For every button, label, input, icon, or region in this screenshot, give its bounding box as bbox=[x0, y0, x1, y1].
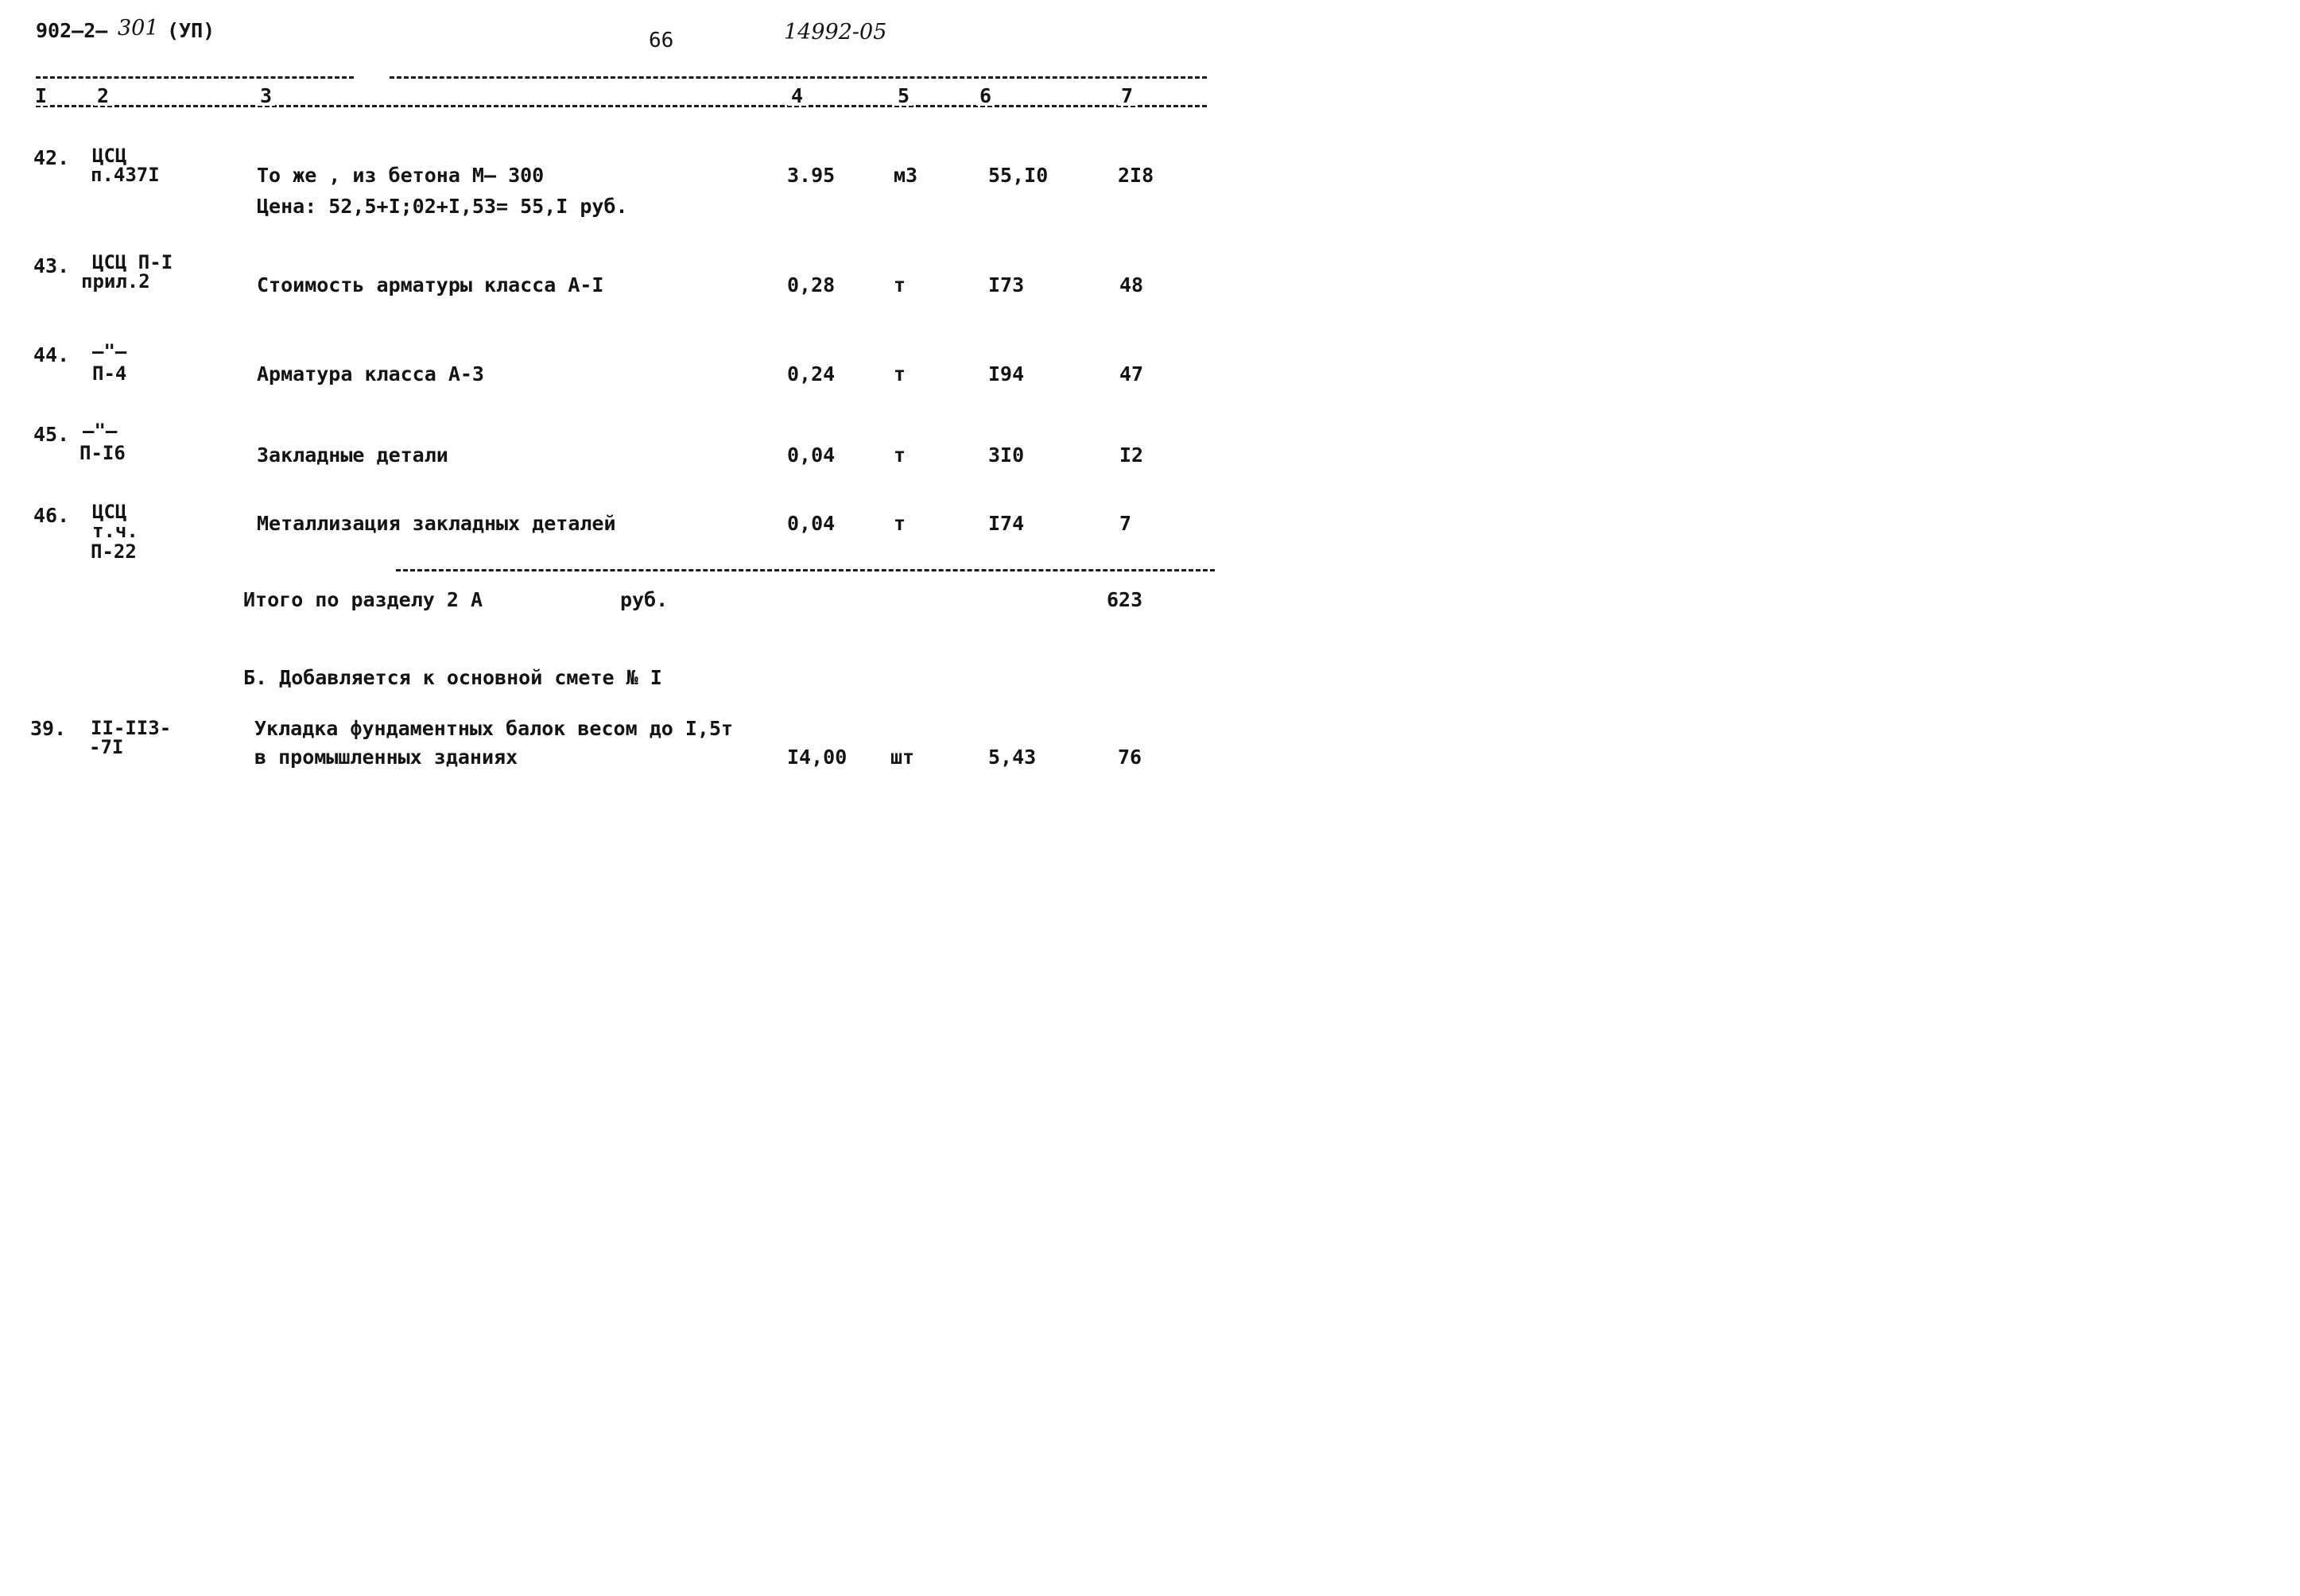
header-rule-top-right bbox=[390, 76, 1207, 79]
row-unit: т bbox=[894, 362, 906, 385]
column-header-4: 4 bbox=[788, 86, 806, 106]
row-total: 7 bbox=[1119, 512, 1132, 535]
row-unit-price: 55,I0 bbox=[988, 164, 1049, 187]
column-header-6: 6 bbox=[976, 86, 995, 106]
row-code-line: П-22 bbox=[91, 540, 137, 563]
row-quantity: 0,28 bbox=[787, 273, 836, 296]
subtotal-label: Итого по разделу 2 А bbox=[243, 588, 483, 611]
row-code-line: –"– bbox=[92, 340, 127, 362]
doc-code: 902–2– bbox=[36, 19, 108, 42]
row-quantity: I4,00 bbox=[787, 746, 847, 769]
column-header-2: 2 bbox=[94, 86, 112, 106]
row-code-line: ЦСЦ bbox=[92, 501, 127, 523]
row-unit-price: 3I0 bbox=[988, 444, 1025, 467]
doc-volume: (УП) bbox=[167, 19, 215, 42]
column-header-3: 3 bbox=[257, 86, 275, 106]
row-number: 45. bbox=[33, 423, 70, 446]
row-description-line: Металлизация закладных деталей bbox=[257, 512, 616, 535]
row-description-line: Цена: 52,5+I;02+I,53= 55,I руб. bbox=[257, 195, 628, 218]
row-description-line: То же , из бетона М– 300 bbox=[257, 164, 545, 187]
row-code-line: прил.2 bbox=[81, 270, 150, 292]
archive-number-handwritten: 14992-05 bbox=[784, 20, 887, 45]
row-unit: т bbox=[894, 444, 906, 467]
row-description-line: Арматура класса А-3 bbox=[257, 362, 484, 385]
subtotal-unit: руб. bbox=[620, 588, 669, 611]
subtotal-rule bbox=[396, 569, 1215, 571]
row-code-line: П-4 bbox=[92, 362, 127, 385]
row-description-line: Укладка фундаментных балок весом до I,5т bbox=[254, 717, 734, 740]
row-unit: т bbox=[894, 273, 906, 296]
row-quantity: 0,04 bbox=[787, 512, 836, 535]
column-header-5: 5 bbox=[894, 86, 913, 106]
column-header-1: I bbox=[35, 86, 50, 106]
row-number: 39. bbox=[30, 717, 67, 740]
row-unit-price: I73 bbox=[988, 273, 1025, 296]
row-quantity: 3.95 bbox=[787, 164, 836, 187]
row-unit-price: I74 bbox=[988, 512, 1025, 535]
row-description-line: Стоимость арматуры класса А-I bbox=[257, 273, 604, 296]
header-rule-top-left bbox=[36, 76, 354, 79]
row-code-line: ЦСЦ П-I bbox=[92, 251, 173, 273]
row-number: 44. bbox=[33, 343, 70, 366]
row-total: I2 bbox=[1119, 444, 1144, 467]
row-unit: шт bbox=[890, 746, 915, 769]
document-page bbox=[0, 0, 1239, 859]
row-code-line: П-I6 bbox=[80, 442, 126, 464]
row-code-line: ЦСЦ bbox=[92, 145, 127, 167]
row-description-line: Закладные детали bbox=[257, 444, 448, 467]
doc-number-handwritten: 301 bbox=[118, 16, 159, 41]
row-unit: т bbox=[894, 512, 906, 535]
row-code-line: II-II3- bbox=[91, 717, 172, 739]
row-number: 43. bbox=[33, 254, 70, 277]
row-total: 76 bbox=[1118, 746, 1142, 769]
row-total: 47 bbox=[1119, 362, 1144, 385]
row-total: 48 bbox=[1119, 273, 1144, 296]
page-number: 66 bbox=[649, 29, 674, 52]
header-rule-bottom bbox=[36, 105, 1207, 107]
row-code-line: т.ч. bbox=[92, 520, 138, 542]
row-number: 42. bbox=[33, 146, 70, 169]
row-total: 2I8 bbox=[1118, 164, 1154, 187]
row-code-line: -7I bbox=[89, 736, 124, 758]
row-unit-price: 5,43 bbox=[988, 746, 1037, 769]
row-number: 46. bbox=[33, 504, 70, 527]
row-quantity: 0,24 bbox=[787, 362, 836, 385]
row-unit: м3 bbox=[894, 164, 918, 187]
subtotal-total: 623 bbox=[1107, 588, 1143, 611]
column-header-7: 7 bbox=[1118, 86, 1136, 106]
row-description-line: в промышленных зданиях bbox=[254, 746, 518, 769]
row-quantity: 0,04 bbox=[787, 444, 836, 467]
row-unit-price: I94 bbox=[988, 362, 1025, 385]
row-code-line: п.437I bbox=[91, 164, 160, 186]
section-b-title: Б. Добавляется к основной смете № I bbox=[243, 666, 662, 689]
row-code-line: –"– bbox=[83, 420, 118, 442]
